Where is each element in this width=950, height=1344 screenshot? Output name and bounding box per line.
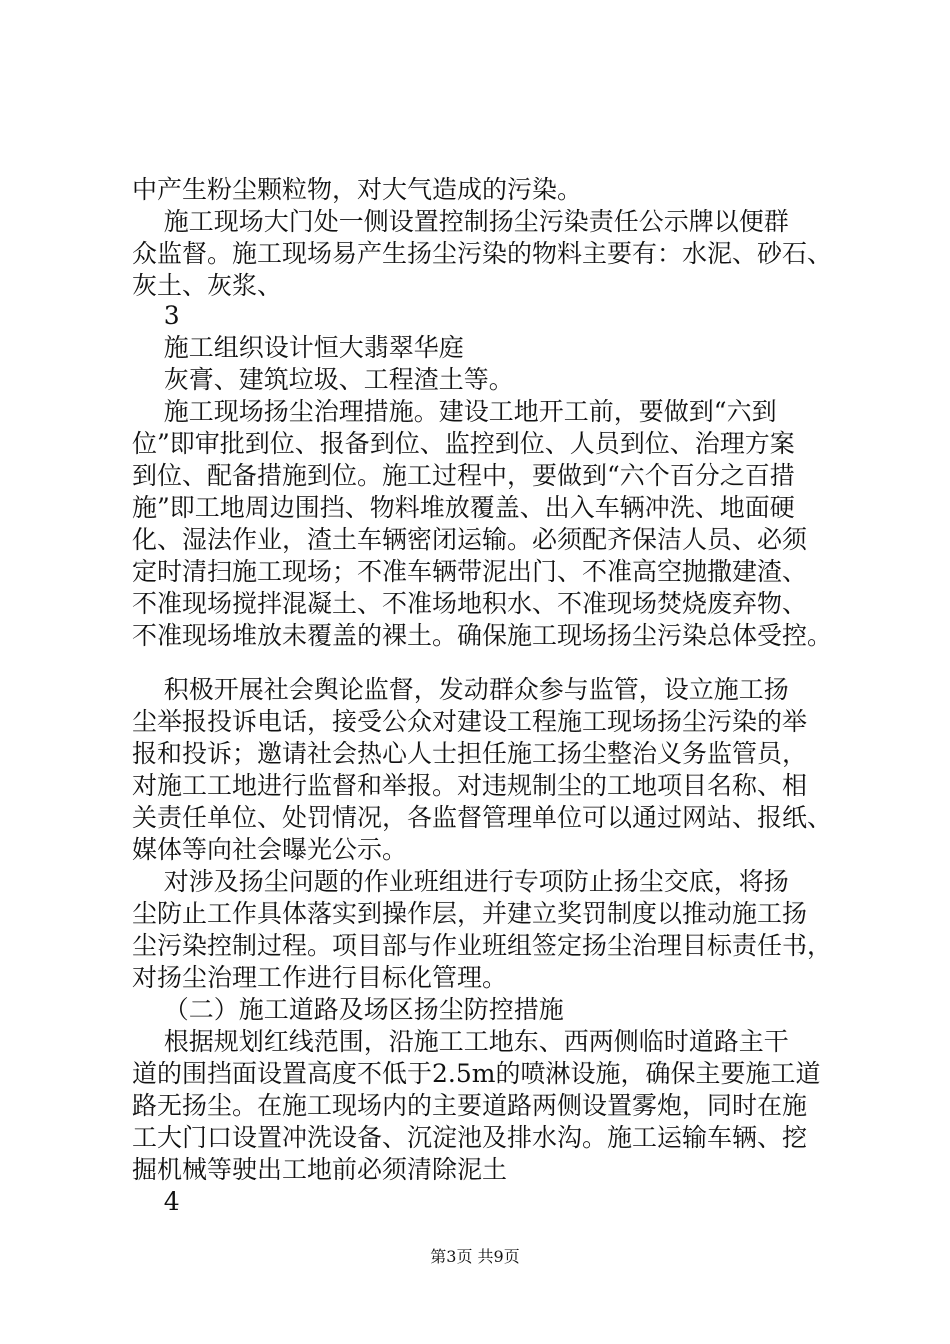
text-line: 根据规划红线范围，沿施工工地东、西两侧临时道路主干: [132, 1027, 789, 1056]
section-heading: （二）施工道路及场区扬尘防控措施: [132, 995, 564, 1024]
text-line: 工大门口设置冲洗设备、沉淀池及排水沟。施工运输车辆、挖: [132, 1123, 808, 1152]
text-line: 对扬尘治理工作进行目标化管理。: [132, 963, 508, 992]
text-line: 施工现场大门处一侧设置控制扬尘污染责任公示牌以便群: [132, 207, 789, 236]
text-line: 报和投诉；邀请社会热心人士担任施工扬尘整治义务监管员，: [132, 739, 808, 768]
text-line: 道的围挡面设置高度不低于2.5m的喷淋设施，确保主要施工道: [132, 1059, 821, 1088]
text-line: 掘机械等驶出工地前必须清除泥土: [132, 1155, 508, 1184]
text-line: 众监督。施工现场易产生扬尘污染的物料主要有：水泥、砂石、: [132, 239, 833, 268]
text-line: 媒体等向社会曝光公示。: [132, 835, 408, 864]
text-line: 对涉及扬尘问题的作业班组进行专项防止扬尘交底，将扬: [132, 867, 789, 896]
text-line: 尘污染控制过程。项目部与作业班组签定扬尘治理目标责任书，: [132, 931, 833, 960]
text-line: 到位、配备措施到位。施工过程中，要做到“六个百分之百措: [132, 461, 795, 490]
text-line: 定时清扫施工现场；不准车辆带泥出门、不准高空抛撒建渣、: [132, 557, 808, 586]
text-line: 施”即工地周边围挡、物料堆放覆盖、出入车辆冲洗、地面硬: [132, 493, 795, 522]
text-line: 对施工工地进行监督和举报。对违规制尘的工地项目名称、相: [132, 771, 808, 800]
text-line: 尘防止工作具体落实到操作层，并建立奖罚制度以推动施工扬: [132, 899, 808, 928]
text-line: 路无扬尘。在施工现场内的主要道路两侧设置雾炮，同时在施: [132, 1091, 808, 1120]
running-header: 施工组织设计恒大翡翠华庭: [132, 333, 464, 362]
page-number-marker: 4: [132, 1187, 180, 1216]
text-line: 灰膏、建筑垃圾、工程渣土等。: [132, 365, 514, 394]
page-footer: 第3页 共9页: [430, 1247, 520, 1266]
page-number-marker: 3: [132, 301, 180, 330]
text-line: 灰土、灰浆、: [132, 271, 283, 300]
text-line: 尘举报投诉电话，接受公众对建设工程施工现场扬尘污染的举: [132, 707, 808, 736]
text-line: 关责任单位、处罚情况，各监督管理单位可以通过网站、报纸、: [132, 803, 833, 832]
text-line: 中产生粉尘颗粒物，对大气造成的污染。: [132, 175, 583, 204]
text-line: 积极开展社会舆论监督，发动群众参与监管，设立施工扬: [132, 675, 789, 704]
text-line: 不准现场搅拌混凝土、不准场地积水、不准现场焚烧废弃物、: [132, 589, 808, 618]
text-line: 化、湿法作业，渣土车辆密闭运输。必须配齐保洁人员、必须: [132, 525, 808, 554]
text-line: 不准现场堆放未覆盖的裸土。确保施工现场扬尘污染总体受控。: [132, 621, 833, 650]
text-line: 位”即审批到位、报备到位、监控到位、人员到位、治理方案: [132, 429, 795, 458]
text-line: 施工现场扬尘治理措施。建设工地开工前，要做到“六到: [132, 397, 777, 426]
